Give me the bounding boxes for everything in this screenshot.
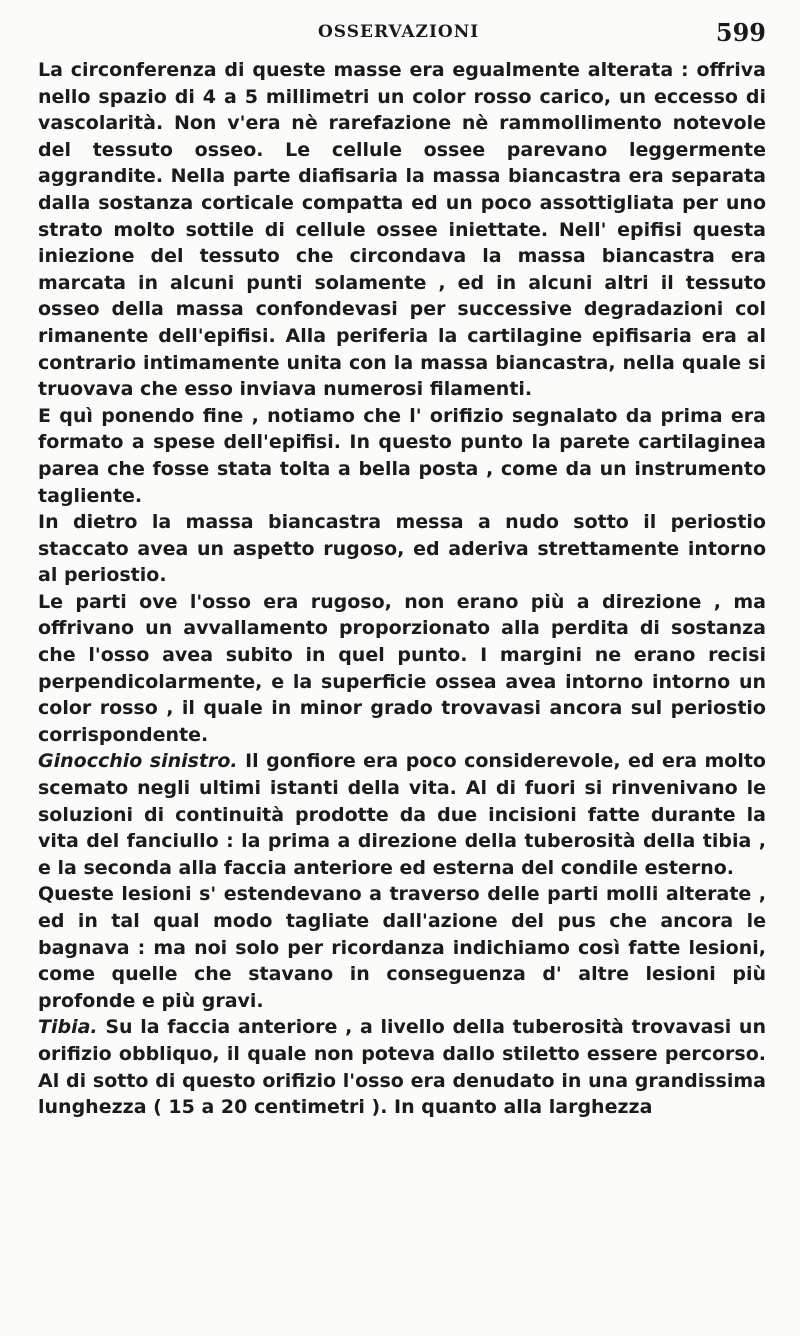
- paragraph-7-text: Su la faccia anteriore , a livello della tuberosità trovavasi un orifizio obbliquo, il quale non poteva dallo stiletto essere percorso. Al di sotto di questo orifizio l'osso era denudato in una grandissima lunghezza ( 15 a 20 centimetri ). In quanto alla larghezza: [38, 1016, 766, 1119]
- paragraph-3: In dietro la massa biancastra messa a nudo sotto il periostio staccato avea un aspetto rugoso, ed aderiva strettamente intorno al periostio.: [38, 511, 766, 587]
- page-number: 599: [715, 18, 766, 47]
- paragraph-5: [38, 748, 766, 881]
- page-header: [0, 18, 800, 54]
- paragraph-6: Queste lesioni s' estendevano a traverso delle parti molli alterate , ed in tal qual modo tagliate dall'azione del pus che ancora le bagnava : ma noi solo per ricordanza indichiamo così fatte lesioni, come quelle che stavano in conseguenza d' altre lesioni più profonde e più gravi.: [38, 883, 766, 1012]
- paragraph-1: La circonferenza di queste masse era egualmente alterata : offriva nello spazio di 4 a 5 millimetri un color rosso carico, un eccesso di vascolarità. Non v'era nè rarefazione nè rammollimento notevole del tessuto osseo. Le cellule ossee parevano leggermente aggrandite. Nella parte diafisaria la massa biancastra era separata dalla sostanza corticale compatta ed un poco assottigliata per uno strato molto sottile di cellule ossee iniettate. Nell' epifisi questa iniezione del tessuto che circondava la massa biancastra era marcata in alcuni punti solamente , ed in alcuni altri il tessuto osseo della massa confondevasi per successive degradazioni col rimanente dell'epifisi. Alla periferia la cartilagine epifisaria era al contrario intimamente unita con la massa biancastra, nella quale si truovava che esso inviava numerosi filamenti.: [38, 59, 766, 401]
- paragraph-2: E quì ponendo fine , notiamo che l' orifizio segnalato da prima era formato a spese dell'epifisi. In questo punto la parete cartilaginea parea che fosse stata tolta a bella posta , come da un instrumento tagliente.: [38, 404, 766, 507]
- section-heading-left-knee: Ginocchio sinistro.: [38, 750, 238, 773]
- paragraph-4: Le parti ove l'osso era rugoso, non erano più a direzione , ma offrivano un avvallamento proporzionato alla perdita di sostanza che l'osso avea subito in quel punto. I margini ne erano recisi perpendicolarmente, e la superficie ossea avea intorno intorno un color rosso , il quale in minor grado trovavasi ancora sul periostio corrispondente.: [38, 590, 766, 746]
- paragraph-5-text: Il gonfiore era poco considerevole, ed era molto scemato negli ultimi istanti della vita. Al di fuori si rinvenivano le soluzioni di continuità prodotte da due incisioni fatte durante la vita del fanciullo : la prima a direzione della tuberosità della tibia , e la seconda alla faccia anteriore ed esterna del condile esterno.: [38, 750, 766, 879]
- running-head: OSSERVAZIONI: [318, 22, 480, 42]
- paragraph-7: [38, 1014, 766, 1120]
- section-heading-tibia: Tibia.: [38, 1016, 98, 1039]
- body-text: [38, 57, 766, 1121]
